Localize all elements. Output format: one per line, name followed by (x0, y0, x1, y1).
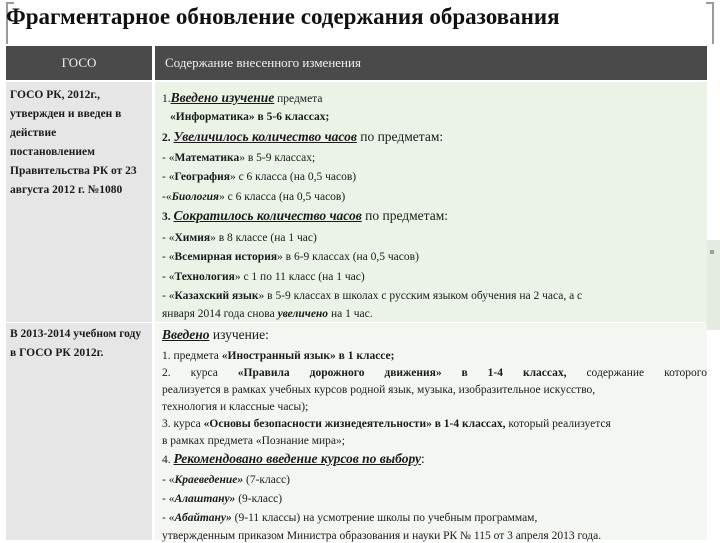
title-frame-right (706, 2, 714, 44)
item-2-math: - «Математика» в 5-9 классах; (162, 152, 316, 164)
item-3-line: 3. Сократилось количество часов по предметам: (162, 208, 449, 223)
item-3-kazakh: - «Казахский язык» в 5-9 классах в школах с русским языком обучения на 2 часа, а с (162, 290, 583, 302)
page-title: Фрагментарное обновление содержания образования (6, 4, 560, 29)
item-local-history: - «Краеведение» (7-класс) (162, 474, 290, 486)
introduced-heading: Введено изучение: (162, 327, 269, 342)
goso-2012-text: ГОСО РК, 2012г., утвержден и введен в действие постановлением Правительства РК от 23 августа 2012 г. №1080 (10, 89, 137, 196)
item-electives-heading: 4. Рекомендовано введение курсов по выбору: (162, 451, 425, 466)
side-decoration-dot (710, 250, 714, 254)
table-header-content: Содержание внесенного изменения (155, 46, 707, 80)
item-3-technology: - «Технология» с 1 по 11 класс (на 1 час) (162, 271, 365, 283)
table-row-2-left-cell (6, 323, 152, 540)
table-header-goso: ГОСО (6, 46, 152, 80)
item-abaytanu: - «Абайтану» (9-11 классы) на усмотрение школы по учебным программам, (162, 512, 538, 524)
item-traffic-rules: 2. курса «Правила дорожного движения» в 1-4 классах, содержание которого (162, 367, 707, 379)
item-3-chemistry: - «Химия» в 8 классе (на 1 час) (162, 232, 317, 244)
item-3-world-history: - «Всемирная история» в 6-9 классах (на 0,5 часов) (162, 251, 419, 263)
item-alashtanu: - «Алаштану» (9-класс) (162, 493, 283, 505)
school-year-text: В 2013-2014 учебном году в ГОСО РК 2012г. (10, 328, 142, 359)
item-traffic-rules-cont-1: реализуется в рамках учебных курсов родной язык, музыка, изобразительное искусство, (162, 384, 596, 396)
table-row-1-left-cell (6, 82, 152, 322)
item-foreign-language: 1. предмета «Иностранный язык» в 1 классе; (162, 350, 395, 362)
item-2-line: 2. Увеличилось количество часов по предметам: (162, 129, 444, 144)
item-abaytanu-cont: утвержденным приказом Министра образования и науки РК № 115 от 3 апреля 2013 года. (162, 530, 602, 542)
item-life-safety: 3. курса «Основы безопасности жизнедеятельности» в 1-4 классах, который реализуется (162, 418, 611, 430)
item-traffic-rules-cont-2: технология и классные часы); (162, 401, 309, 413)
item-2-biology: -«Биология» с 6 класса (на 0,5 часов) (162, 191, 346, 203)
item-3-kazakh-continued: января 2014 года снова увеличено на 1 час. (162, 308, 373, 320)
item-1-line: 1.Введено изучение предмета (162, 90, 323, 105)
item-1-informatics: «Информатика» в 5-6 классах; (170, 111, 330, 123)
item-life-safety-cont: в рамках предмета «Познание мира»; (162, 435, 345, 447)
item-2-geography: - «География» с 6 класса (на 0,5 часов) (162, 171, 357, 183)
